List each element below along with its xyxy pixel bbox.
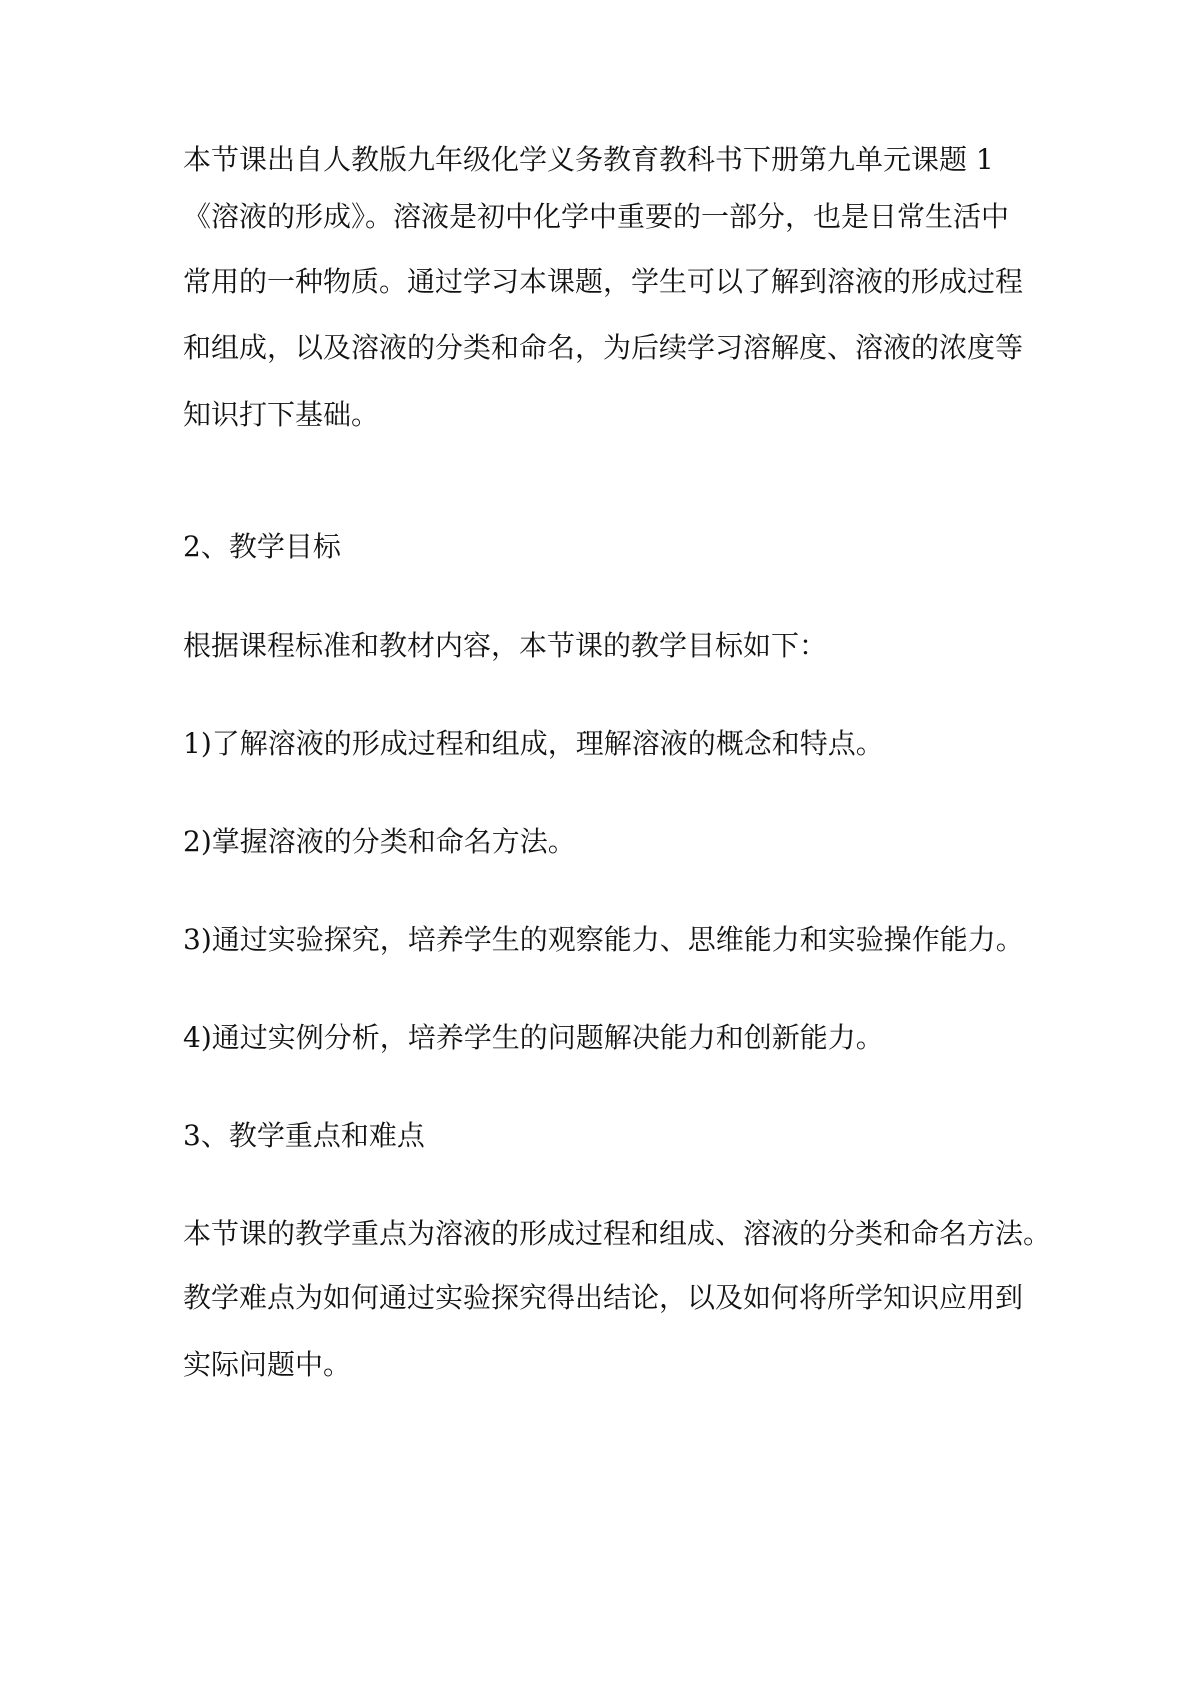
objective-2: 2)掌握溶液的分类和命名方法。 bbox=[183, 825, 576, 858]
intro-line-3: 常用的一种物质。通过学习本课题，学生可以了解到溶液的形成过程 bbox=[183, 265, 1024, 298]
section-2-heading: 2、教学目标 bbox=[183, 530, 341, 563]
objective-4: 4)通过实例分析，培养学生的问题解决能力和创新能力。 bbox=[183, 1021, 884, 1054]
intro-line-5: 知识打下基础。 bbox=[183, 398, 380, 431]
intro-line-4: 和组成，以及溶液的分类和命名，为后续学习溶解度、溶液的浓度等 bbox=[183, 331, 1024, 364]
intro-line-2: 《溶液的形成》。溶液是初中化学中重要的一部分，也是日常生活中 bbox=[183, 200, 1010, 233]
section-3-line-2: 教学难点为如何通过实验探究得出结论，以及如何将所学知识应用到 bbox=[183, 1281, 1024, 1314]
objective-1: 1)了解溶液的形成过程和组成，理解溶液的概念和特点。 bbox=[183, 727, 884, 760]
section-3-line-3: 实际问题中。 bbox=[183, 1348, 352, 1381]
intro-line-1: 本节课出自人教版九年级化学义务教育教科书下册第九单元课题 1 bbox=[183, 143, 994, 176]
section-2-intro: 根据课程标准和教材内容，本节课的教学目标如下： bbox=[183, 629, 828, 662]
objective-3: 3)通过实验探究，培养学生的观察能力、思维能力和实验操作能力。 bbox=[183, 923, 1024, 956]
section-3-heading: 3、教学重点和难点 bbox=[183, 1119, 425, 1152]
section-3-line-1: 本节课的教学重点为溶液的形成过程和组成、溶液的分类和命名方法。 bbox=[183, 1217, 1052, 1250]
